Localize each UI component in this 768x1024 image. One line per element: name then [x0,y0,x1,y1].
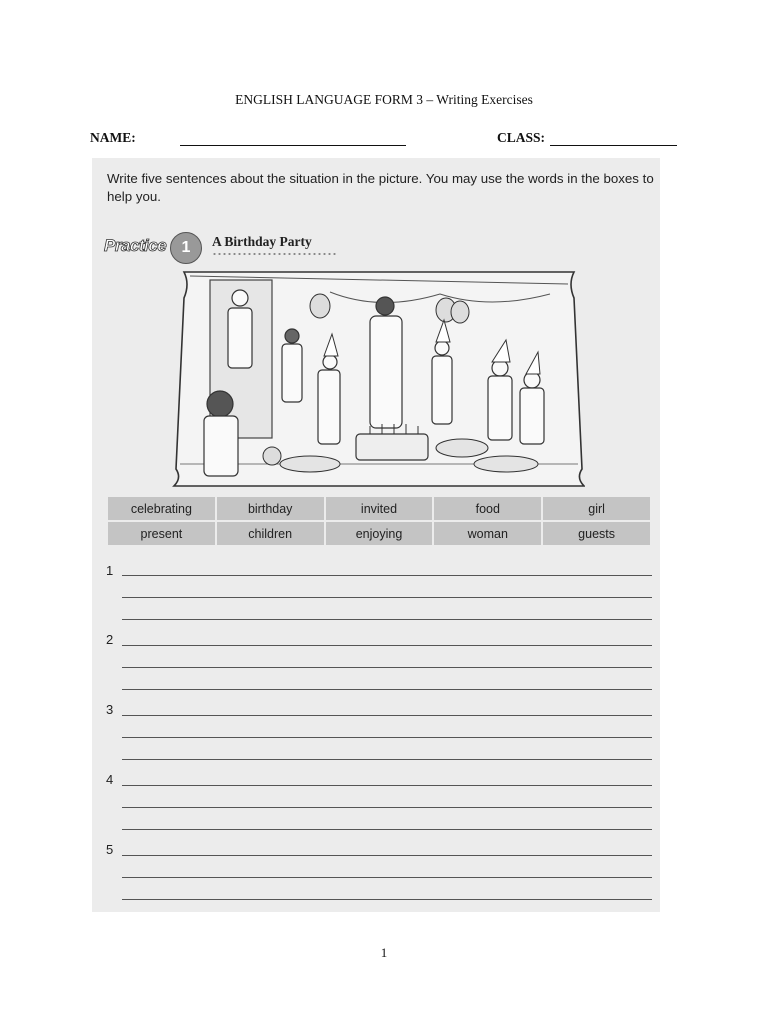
class-field-line[interactable] [550,145,677,146]
answer-line[interactable] [122,715,652,716]
answer-number-3: 3 [106,702,114,717]
answer-line[interactable] [122,829,652,830]
answer-number-5: 5 [106,842,114,857]
answer-number-2: 2 [106,632,114,647]
answer-line[interactable] [122,575,652,576]
practice-badge [104,232,214,264]
word-cell: enjoying [325,521,434,546]
document-title: ENGLISH LANGUAGE FORM 3 – Writing Exercises [235,92,533,107]
name-label: NAME: [90,130,136,145]
name-field-line[interactable] [180,145,406,146]
scanned-worksheet [92,158,660,912]
practice-title: A Birthday Party [212,234,312,249]
instruction-text: Write five sentences about the situation in the picture. You may use the words in the boxes to help you. [107,171,654,204]
word-cell: woman [433,521,542,546]
word-row [107,521,651,546]
word-row [107,496,651,521]
word-cell: food [433,496,542,521]
answer-line[interactable] [122,619,652,620]
answer-line[interactable] [122,737,652,738]
answer-number-1: 1 [106,563,114,578]
word-cell: celebrating [107,496,216,521]
answer-line[interactable] [122,759,652,760]
answer-number-4: 4 [106,772,114,787]
dotted-underline [212,252,337,256]
answer-line[interactable] [122,899,652,900]
answer-line[interactable] [122,785,652,786]
class-label: CLASS: [497,130,546,145]
word-cell: present [107,521,216,546]
word-box-table [106,495,652,547]
word-cell: birthday [216,496,325,521]
page-number: 1 [380,945,388,960]
practice-label: Practice [104,236,167,255]
answer-line[interactable] [122,855,652,856]
answer-line[interactable] [122,667,652,668]
answer-line[interactable] [122,807,652,808]
word-cell: children [216,521,325,546]
word-cell: invited [325,496,434,521]
birthday-party-illustration [170,264,585,489]
answer-line[interactable] [122,877,652,878]
answer-line[interactable] [122,689,652,690]
answer-line[interactable] [122,645,652,646]
practice-number: 1 [170,232,202,264]
word-cell: guests [542,521,651,546]
word-cell: girl [542,496,651,521]
answer-line[interactable] [122,597,652,598]
